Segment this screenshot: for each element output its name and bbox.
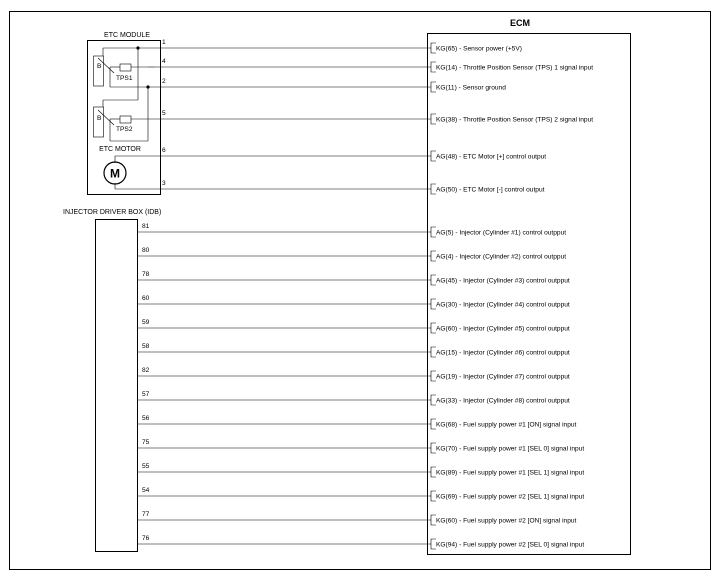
wire-etc-5	[160, 147, 546, 161]
pin-number: 3	[162, 180, 166, 187]
wire-idb-11	[137, 463, 584, 477]
pin-number: 59	[142, 319, 150, 326]
wire-idb-3	[137, 271, 570, 285]
signal-label: AG(4) - Injector (Cylinder #2) control outpput	[436, 253, 567, 261]
pin-number: 75	[142, 439, 150, 446]
wire-idb-14	[137, 535, 584, 549]
wire-etc-2	[155, 58, 593, 72]
wire-idb-1	[137, 223, 566, 237]
signal-label: KG(94) - Fuel supply power #2 [SEL 0] signal input	[436, 541, 585, 549]
pin-number: 54	[142, 487, 150, 494]
outer-frame	[10, 12, 711, 570]
etc-motor-label: ETC MOTOR	[99, 146, 141, 153]
wire-etc-4	[154, 110, 593, 124]
motor-letter: M	[110, 166, 120, 181]
wire-idb-10	[137, 439, 584, 453]
pin-number: 81	[142, 223, 150, 230]
pin-number: 1	[162, 39, 166, 46]
signal-label: AG(50) - ETC Motor [-] control output	[436, 186, 545, 194]
signal-label: KG(11) - Sensor ground	[436, 84, 506, 92]
signal-label: KG(89) - Fuel supply power #1 [SEL 1] signal input	[436, 469, 585, 477]
pin-number: 77	[142, 511, 150, 518]
pin-number: 5	[162, 110, 166, 117]
pin-number: 80	[142, 247, 150, 254]
pin-number: 4	[162, 58, 166, 65]
pin-number: 82	[142, 367, 150, 374]
signal-label: AG(48) - ETC Motor [+] control output	[436, 153, 547, 161]
signal-label: KG(38) - Throttle Position Sensor (TPS) 2 signal input	[436, 116, 594, 124]
pin-number: 78	[142, 271, 150, 278]
pin-number: 58	[142, 343, 150, 350]
pin-number: 76	[142, 535, 150, 542]
wire-etc-6	[160, 180, 545, 194]
signal-label: AG(30) - Injector (Cylinder #4) control outpput	[436, 301, 570, 309]
svg-text:B: B	[97, 115, 102, 122]
pin-number: 60	[142, 295, 150, 302]
wire-idb-12	[137, 487, 584, 501]
pin-number: 57	[142, 391, 150, 398]
signal-label: KG(69) - Fuel supply power #2 [SEL 1] signal input	[436, 493, 585, 501]
wire-idb-2	[137, 247, 566, 261]
etc-wire-group	[138, 39, 593, 194]
wire-idb-13	[137, 511, 577, 525]
tps2-sensor	[94, 107, 155, 141]
signal-label: KG(68) - Fuel supply power #1 [ON] signal input	[436, 421, 577, 429]
tps2-label: TPS2	[116, 126, 133, 133]
signal-label: AG(60) - Injector (Cylinder #5) control outpput	[436, 325, 570, 333]
signal-label: AG(45) - Injector (Cylinder #3) control outpput	[436, 277, 570, 285]
ecm-title: ECM	[510, 18, 530, 28]
svg-text:B: B	[97, 63, 102, 70]
tps1-sensor	[94, 56, 149, 87]
signal-label: AG(5) - Injector (Cylinder #1) control outpput	[436, 229, 567, 237]
idb-title: INJECTOR DRIVER BOX (IDB)	[63, 209, 162, 216]
signal-label: KG(70) - Fuel supply power #1 [SEL 0] signal input	[436, 445, 585, 453]
pin-number: 55	[142, 463, 150, 470]
pin-number: 6	[162, 147, 166, 154]
wire-idb-4	[137, 295, 570, 309]
signal-label: AG(33) - Injector (Cylinder #8) control outpput	[436, 397, 570, 405]
wire-idb-7	[137, 367, 570, 381]
pin-number: 2	[162, 78, 166, 85]
idb-box	[96, 220, 138, 552]
signal-label: KG(14) - Throttle Position Sensor (TPS) 1 signal input	[436, 64, 594, 72]
wire-idb-8	[137, 391, 570, 405]
pin-number: 56	[142, 415, 150, 422]
wire-idb-9	[137, 415, 577, 429]
idb-wire-group	[137, 223, 584, 549]
tps1-label: TPS1	[116, 75, 133, 82]
signal-label: KG(65) - Sensor power (+5V)	[436, 45, 522, 53]
wire-idb-5	[137, 319, 570, 333]
signal-label: AG(19) - Injector (Cylinder #7) control outpput	[436, 373, 570, 381]
etc-module-title: ETC MODULE	[104, 32, 150, 39]
signal-label: AG(15) - Injector (Cylinder #6) control outpput	[436, 349, 570, 357]
signal-label: KG(60) - Fuel supply power #2 [ON] signal input	[436, 517, 577, 525]
wire-etc-3	[148, 78, 506, 92]
wire-etc-1	[138, 39, 522, 53]
wire-idb-6	[137, 343, 570, 357]
